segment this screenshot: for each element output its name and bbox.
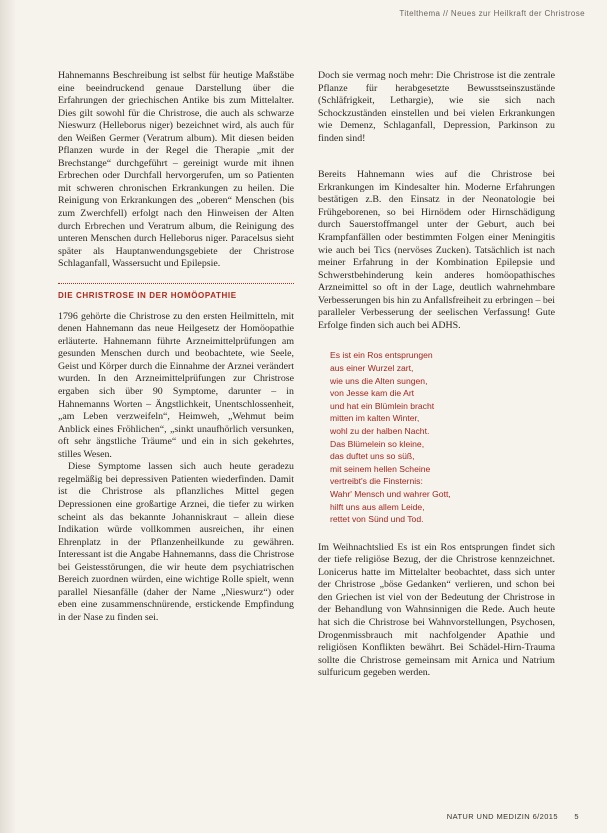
quote-line: Wahr' Mensch und wahrer Gott,: [330, 488, 451, 499]
song-quote: [318, 349, 555, 525]
quote-line: vertreibt's die Finsternis:: [330, 476, 423, 487]
quote-line: Es ist ein Ros entsprungen: [330, 350, 433, 361]
quote-line: mit seinem hellen Scheine: [330, 463, 431, 474]
quote-line: hilft uns aus allem Leide,: [330, 501, 425, 512]
body-paragraph: Doch sie vermag noch mehr: Die Christrose ist die zentrale Pflanze für herabgesetzte Bewusstseinszustände (Schläfrigkeit, Lethargie), wie sie sich nach Schockzuständen einstellen und bei vielen Erkrankungen wie Demenz, Schlaganfall, Depression, Parkinson zu finden sind!: [318, 70, 555, 144]
page-gutter-shadow: [0, 0, 16, 833]
left-column: [58, 70, 294, 624]
magazine-issue: NATUR UND MEDIZIN 6/2015: [446, 812, 558, 821]
running-header: Titelthema // Neues zur Heilkraft der Christrose: [399, 9, 585, 18]
body-paragraph: Hahnemanns Beschreibung ist selbst für heutige Maßstäbe eine beeindruckend genaue Darstellung über die Erfahrungen der griechischen Antike bis zum Mittelalter. Dies gilt sowohl für die Christrose, die auch als schwarze Nieswurz (Helleborus niger) bezeichnet wird, als auch für den Weißen Germer (Veratrum album). Mit diesen beiden Pflanzen wurde in der Regel die Therapie „mit der Brechstange“ durchgeführt – gereinigt wurde mit ihnen Erbrechen oder Durchfall hervorgerufen, um so Patienten mit schweren chronischen Erkrankungen zu heilen. Die Reinigung von Erkrankungen des „oberen“ Menschen (bis zum Zwerchfell) erfolgt nach den Hinweisen der Alten durch Erbrechen und Veratrum album, die Reinigung des unteren Menschen durch Helleborus niger. Paracelsus sieht später als Hauptanwendungsgebiete der Christrose Schlaganfall, Wassersucht und Epilepsie.: [58, 70, 294, 270]
right-column: [318, 70, 555, 680]
page-footer: [447, 812, 579, 821]
quote-line: das duftet uns so süß,: [330, 451, 415, 462]
body-paragraph: Im Weihnachtslied Es ist ein Ros entsprungen findet sich der tiefe religiöse Bezug, der die Christrose kennzeichnet. Lonicerus hatte im Mittelalter beobachtet, dass sich unter der Christrose „böse Gedanken“ verlieren, und schon bei den Griechen ist viel von der Bedeutung der Christrose in der Behandlung von Wahnsinnigen die Rede. Auch heute hat sich die Christrose bei Wahnvorstellungen, Psychosen, Drogenmissbrauch mit nachfolgender Apathie und religiösen Konflikten bewährt. Bei Schädel-Hirn-Trauma sollte die Christrose gemeinsam mit Arnica und Natrium sulfuricum gegeben werden.: [318, 541, 555, 679]
quote-line: und hat ein Blümlein bracht: [330, 400, 435, 411]
quote-line: von Jesse kam die Art: [330, 388, 415, 399]
body-paragraph: Diese Symptome lassen sich auch heute geradezu regelmäßig bei depressiven Patienten wiederfinden. Damit ist die Christrose als pflanzliches Mittel gegen Depressionen eine großartige Arznei, die tiefer zu wirken scheint als das bekannte Johanniskraut – allein diese Indikation würde vollkommen ausreichen, ihr einen Ehrenplatz in der Pflanzenheilkunde zu gewähren. Interessant ist die Angabe Hahnemanns, dass die Christrose bei Geistesstörungen, die wir heute dem psychiatrischen Bereich zuordnen würden, eine wichtige Rolle spielt, wenn parallel Niesanfälle (daher der Name „Nieswurz“) oder eben eine zusammenschnürende, erstickende Empfindung in der Nase zu finden sei.: [58, 461, 294, 623]
body-paragraph: 1796 gehörte die Christrose zu den ersten Heilmitteln, mit denen Hahnemann das neue Heilgesetz der Homöopathie erläuterte. Hahnemann führte Arzneimittelprüfungen am gesunden Menschen durch und beobachtete, wie Seele, Geist und Körper durch die Einnahme der Arznei verändert wurden. In den Arzneimittelprüfungen zur Christrose ergaben sich über 90 Symptome, darunter – in Hahnemanns Worten – Ängstlichkeit, Unentschlossenheit, „am Leben verzweifeln“, Heimweh, „Wehmut beim Anblick eines Fröhlichen“, „sinkt unaufhörlich versunken, oft sehr ängstliche Träume“ und ein in sich gekehrtes, stilles Wesen.: [58, 310, 294, 460]
quote-line: Das Blümelein so kleine,: [330, 438, 425, 449]
quote-line: wohl zu der halben Nacht.: [330, 425, 430, 436]
quote-line: aus einer Wurzel zart,: [330, 362, 414, 373]
quote-line: rettet von Sünd und Tod.: [330, 514, 424, 525]
section-heading: DIE CHRISTROSE IN DER HOMÖOPATHIE: [58, 283, 294, 301]
body-paragraph: Bereits Hahnemann wies auf die Christrose bei Erkrankungen im Kindesalter hin. Moderne Erfahrungen bestätigen z.B. den Einsatz in der Neonatologie bei Frühgeborenen, so bei Hirnödem oder Hirnschädigung durch Sauerstoffmangel unter der Geburt, auch bei Krampfanfällen oder bestimmten Folgen einer Meningitis wie auch bei Tics (nervöses Zucken). Tatsächlich ist nach meiner Erfahrung in der Kombination Epilepsie und Schwerstbehinderung kein anderes homöopathisches Arzneimittel so oft in der Lage, deutlich wahrnehmbare Verbesserungen bis hin zu Anfallsfreiheit zu erbringen – bei paralleler Verbesserung der seelischen Verfassung! Gute Erfolge finden sich auch bei ADHS.: [318, 169, 555, 331]
quote-line: mitten im kalten Winter,: [330, 413, 420, 424]
quote-line: wie uns die Alten sungen,: [330, 375, 428, 386]
page-number: 5: [574, 812, 579, 821]
